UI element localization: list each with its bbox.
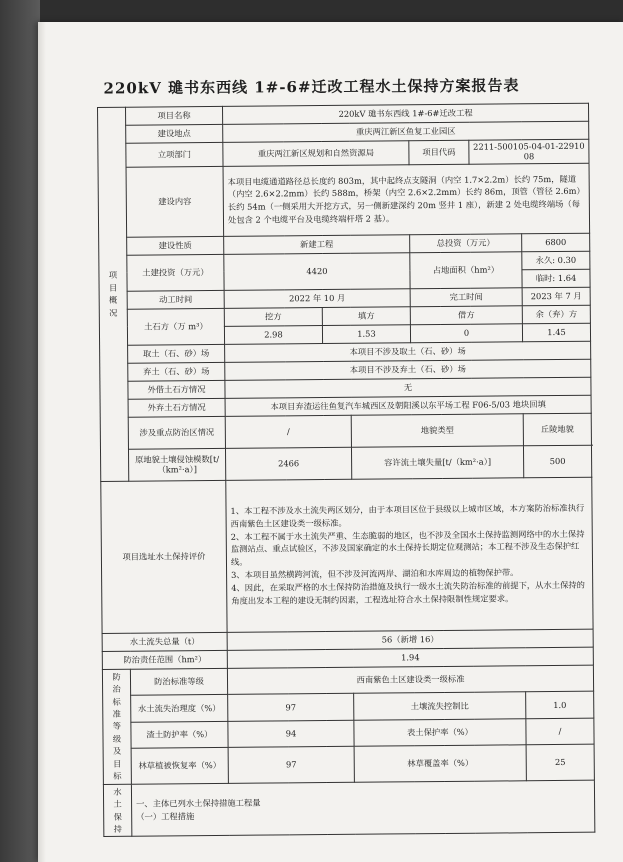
value-project-code: 2211-500105-04-01-2291008 (469, 139, 589, 164)
value-govern-rate: 97 (228, 694, 354, 722)
value-measures (131, 780, 595, 837)
measures-line-2: （一）工程措施 (136, 810, 195, 822)
value-erosion: 2466 (225, 447, 351, 480)
label-spoil-site: 弃土（石、砂）场 (128, 362, 225, 381)
label-location: 建设地点 (126, 124, 223, 143)
label-dept: 立项部门 (126, 142, 223, 167)
value-area-perm: 永久: 0.30 (522, 251, 590, 270)
value-assess (226, 477, 593, 632)
label-slag-rate: 渣土防护率（%） (131, 721, 228, 748)
label-assess: 项目选址水土保持评价 (101, 480, 227, 633)
label-ext-borrow: 外借土石方情况 (128, 380, 225, 399)
value-spoil-site: 本项目不涉及弃土（石、砂）场 (225, 359, 591, 380)
value-civil: 4420 (224, 252, 410, 290)
value-borrow-site: 本项目不涉及取土（石、砂）场 (225, 341, 591, 362)
label-ext-spoil: 外弃土石方情况 (128, 398, 225, 417)
label-std-level: 防治标准等级 (130, 668, 227, 695)
label-end: 完工时间 (410, 288, 522, 307)
value-std-level: 西南紫色土区建设类一级标准 (227, 665, 593, 695)
label-veg-cover: 林草覆盖率（%） (354, 745, 526, 782)
group-project-overview: 项目概况 (98, 107, 129, 481)
paper-edge (38, 22, 46, 862)
value-veg-restore: 97 (228, 747, 354, 783)
label-borrow-site: 取土（石、砂）场 (128, 344, 225, 363)
value-key-zone: / (225, 415, 351, 448)
value-topsoil-rate: / (526, 718, 594, 745)
document-title: 220kV 璡书东西线 1#-6#迁改工程水土保持方案报告表 (103, 76, 520, 98)
label-start: 动工时间 (127, 290, 224, 309)
background-left (0, 0, 40, 862)
header-fill: 填方 (322, 306, 410, 325)
label-topsoil-rate: 表土保护率（%） (354, 719, 526, 747)
value-location: 重庆两江新区鱼复工业园区 (223, 121, 589, 142)
value-control-ratio: 1.0 (526, 691, 594, 718)
value-allow-loss: 500 (523, 445, 591, 478)
label-invest: 总投资（万元） (410, 234, 522, 253)
label-nature: 建设性质 (127, 236, 224, 255)
label-civil: 土建投资（万元） (127, 254, 224, 291)
label-scope: 防治责任范围（hm²） (102, 650, 227, 669)
label-area: 占地面积（hm²） (410, 252, 522, 289)
value-end: 2023 年 7 月 (522, 287, 590, 306)
value-ext-borrow: 无 (225, 377, 591, 398)
value-fill: 1.53 (322, 324, 410, 343)
group-measures: 水土保持 (103, 784, 131, 837)
header-borrow: 借方 (410, 306, 522, 325)
assess-p1: 1、本工程不涉及水土流失两区划分，由于本项目区位于县级以上城市区域，本方案防治标准执行西南紫色土区建设类一级标准。 (230, 502, 585, 529)
label-content: 建设内容 (126, 166, 224, 237)
label-project-code: 项目代码 (409, 140, 469, 164)
assess-p3: 3、本项目虽然横跨河流，但不涉及河流两岸、湖泊和水库周边的植物保护带。 (231, 567, 519, 580)
label-project-name: 项目名称 (126, 106, 223, 125)
label-key-zone: 涉及重点防治区情况 (128, 416, 225, 449)
label-earth: 土石方（万 m³） (127, 308, 224, 345)
value-ext-spoil: 本项目弃渣运往鱼复汽车城西区及朝阳溪以东平场工程 F06-5/03 地块回填 (225, 395, 591, 416)
label-govern-rate: 水土流失治理度（%） (131, 695, 228, 722)
group-standard: 防治标准等级及目标 (102, 669, 131, 784)
label-control-ratio: 土壤流失控制比 (354, 692, 526, 720)
label-allow-loss: 容许流土壤失量[t/（km²·a）] (351, 446, 523, 479)
value-borrow: 0 (410, 324, 522, 343)
label-landform: 地貌类型 (351, 414, 523, 447)
value-nature: 新建工程 (224, 234, 410, 254)
label-loss-total: 水土流失总量（t） (102, 632, 227, 651)
value-scope: 1.94 (227, 647, 593, 668)
value-spoil: 1.45 (522, 323, 590, 342)
report-table-wrapper (97, 103, 594, 838)
header-dig: 挖方 (224, 307, 322, 326)
assess-p2: 2、本工程不属于水土流失严重、生态脆弱的地区，也不涉及全国水土保持监测网络中的水土保持监测站点、重点试验区，不涉及国家确定的水土保持长期定位观测站；本工程不涉及生态保护红线。 (230, 528, 585, 568)
report-table (97, 103, 595, 838)
assess-p4: 4、因此，在采取严格的水土保持防治措施及执行一级水土流失防治标准的前提下，从水土保持的角度出发本工程的建设无制约因素，工程选址符合水土保持限制性规定要求。 (231, 579, 585, 606)
value-area-temp: 临时: 1.64 (522, 269, 590, 288)
value-project-name: 220kV 璡书东西线 1#-6#迁改工程 (222, 103, 588, 124)
value-veg-cover: 25 (526, 744, 594, 780)
label-veg-restore: 林草植被恢复率（%） (131, 748, 228, 784)
value-content: 本项目电缆通道路径总长度约 803m，其中起终点支隧洞（内空 1.7×2.2m）长约 75m，隧道（内空 2.6×2.2mm）长约 588m，桥架（内空 2.6×2.2mm）长约 86m，顶管（管径 2.6m）长约 54m（一侧采用大开挖方式，另一侧新建深约 20m 竖井 1 座），新建 2 处电缆终端场（每处包含 2 个电缆平台及电缆终端杆塔 2 基）。 (223, 163, 590, 236)
label-erosion: 原地貌土壤侵蚀模数[t/（km²·a）] (128, 448, 225, 481)
value-landform: 丘陵地貌 (523, 413, 591, 446)
value-loss-total: 56（新增 16） (227, 629, 593, 650)
measures-line-1: 一、主体已列水土保持措施工程量 (136, 797, 261, 809)
value-invest: 6800 (522, 233, 590, 252)
value-slag-rate: 94 (228, 720, 354, 748)
value-dig: 2.98 (224, 325, 322, 344)
value-dept: 重庆两江新区规划和自然资源局 (223, 141, 409, 166)
value-start: 2022 年 10 月 (224, 288, 410, 308)
header-spoil: 余（弃）方 (522, 305, 590, 324)
